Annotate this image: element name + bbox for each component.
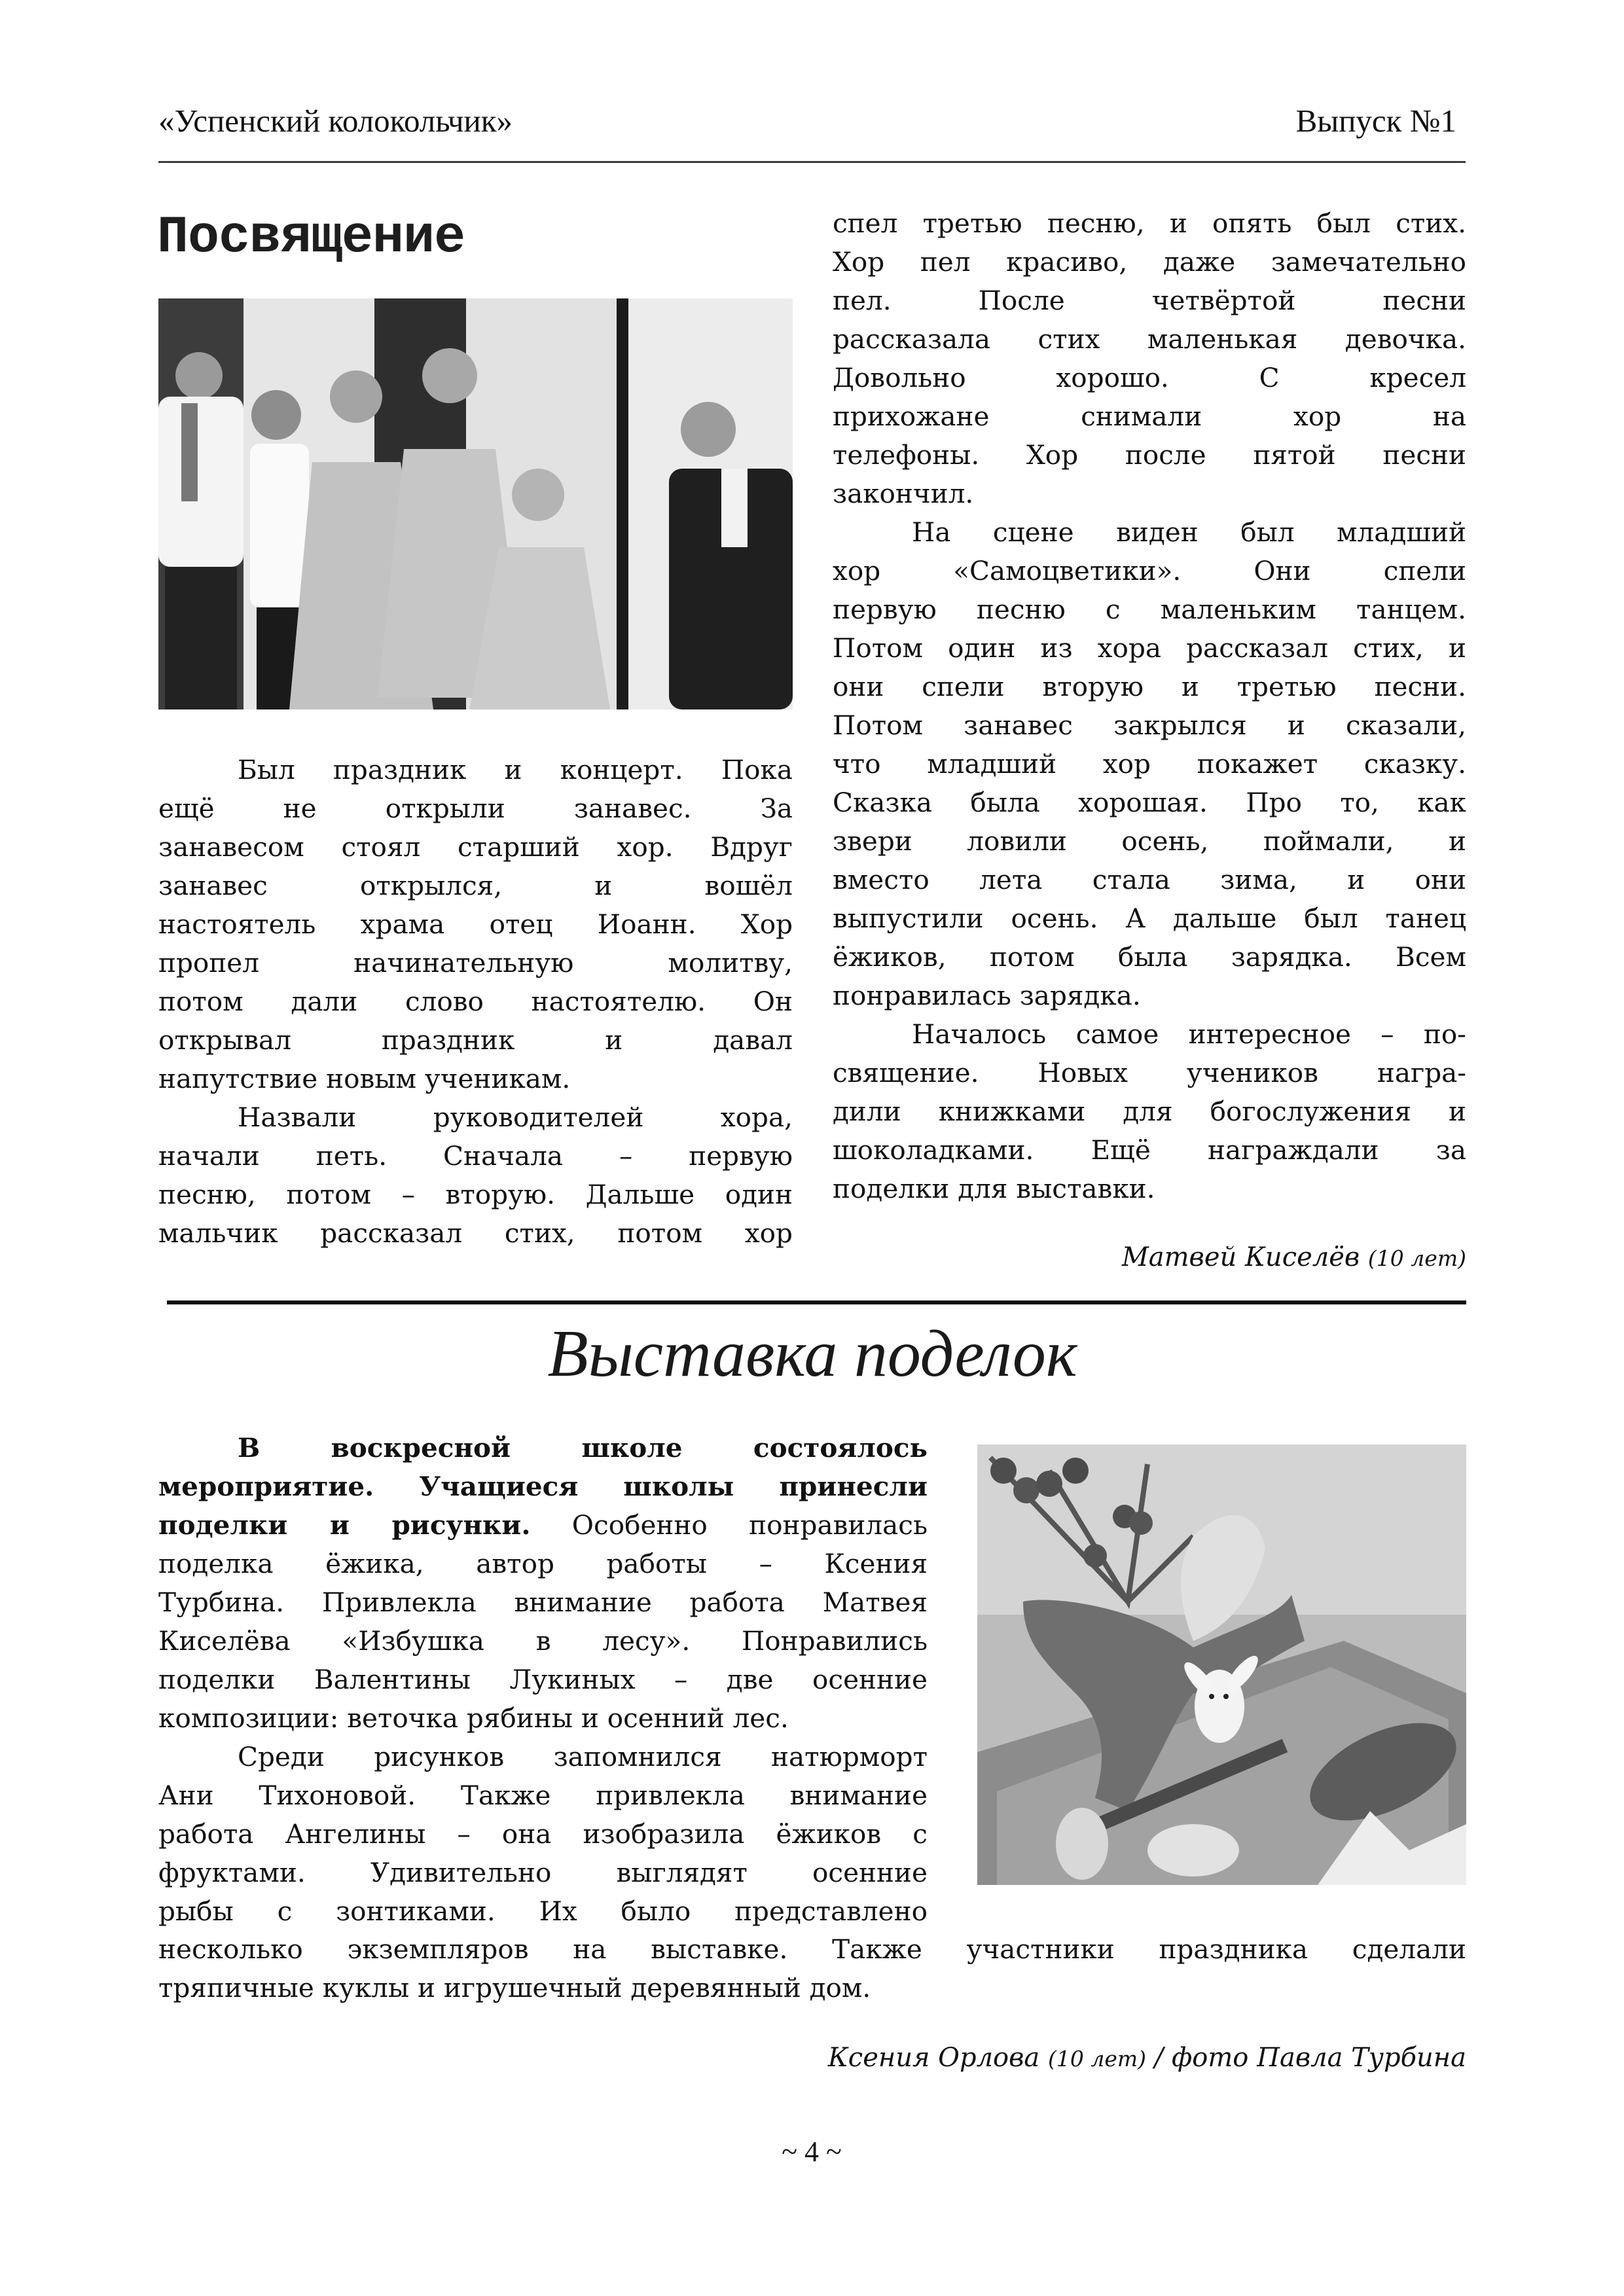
credit-separator: /: [1154, 2043, 1164, 2073]
paragraph-line: Был праздник и концерт. Пока: [238, 754, 793, 785]
article-title-posvyashchenie: Посвящение: [157, 208, 465, 268]
author-name: Матвей Киселёв: [1121, 1242, 1360, 1272]
paragraph-line: [158, 1506, 928, 1545]
paragraph-line: открывал праздник и давал: [158, 1024, 793, 1056]
paragraph-line: первую песню с маленьким танцем.: [833, 594, 1466, 625]
article2-full-width-lines: [158, 1930, 1466, 2009]
author-age: (10 лет): [1367, 1246, 1466, 1271]
paragraph-line: На сцене виден был младший: [912, 516, 1466, 548]
issue-number: Выпуск №1: [1295, 103, 1456, 139]
paragraph-line: понравилась зарядка.: [833, 980, 1141, 1011]
article1-signature: [1122, 1242, 1466, 1272]
paragraph-line: прихожане снимали хор на: [833, 401, 1466, 432]
paragraph-line: Довольно хорошо. С кресел: [833, 362, 1466, 393]
paragraph-line: хор «Самоцветики». Они спели: [833, 555, 1466, 586]
paragraph-line: композиции: веточка рябины и осенний лес.: [158, 1702, 789, 1734]
paragraph-line: Назвали руководителей хора,: [238, 1102, 793, 1133]
paragraph-line: рыбы с зонтиками. Их было представлено: [158, 1895, 928, 1927]
paragraph-line: Киселёва «Избушка в лесу». Понравились: [158, 1625, 928, 1657]
photo-credit: фото Павла Турбина: [1171, 2043, 1466, 2073]
paragraph-line: занавесом стоял старший хор. Вдруг: [158, 831, 793, 863]
paragraph-line: Хор пел красиво, даже замечательно: [833, 246, 1466, 278]
author-age: (10 лет): [1047, 2046, 1147, 2072]
paragraph-line: Среди рисунков запомнился натюрморт: [238, 1741, 928, 1772]
paragraph-line: занавес открылся, и вошёл: [158, 870, 793, 901]
paragraph-line: вместо лета стала зима, и они: [833, 864, 1466, 895]
lead-bold-fragment: поделки и рисунки.: [158, 1509, 531, 1541]
children-choir-photo: [158, 298, 793, 709]
paragraph-line: рассказала стих маленькая девочка.: [833, 323, 1466, 355]
paragraph-line: Сказка была хорошая. Про то, как: [833, 787, 1466, 818]
paragraph-line: ёжиков, потом была зарядка. Всем: [833, 941, 1466, 973]
paragraph-line: Потом один из хора рассказал стих, и: [833, 632, 1466, 664]
paragraph-fragment: Особенно понравилась: [530, 1509, 928, 1541]
lead-line: В воскресной школе состоялось: [238, 1432, 928, 1463]
paragraph-line: поделки для выставки.: [833, 1173, 1155, 1204]
paragraph-line: начали петь. Сначала – первую: [158, 1140, 793, 1172]
paragraph-line: пел. После четвёртой песни: [833, 285, 1466, 316]
lead-line: мероприятие. Учащиеся школы принесли: [158, 1471, 928, 1502]
autumn-crafts-photo: [977, 1444, 1466, 1885]
paragraph-line: шоколадками. Ещё награждали за: [833, 1134, 1466, 1166]
paragraph-line: выпустили осень. А дальше был танец: [833, 903, 1466, 934]
paragraph-line: потом дали слово настоятелю. Он: [158, 986, 793, 1017]
header-rule: [158, 161, 1466, 163]
paragraph-line: несколько экземпляров на выставке. Также участники праздника сделали: [158, 1933, 1466, 1965]
photo-icon: [977, 1444, 1466, 1885]
paragraph-line: тряпичные куклы и игрушечный деревянный дом.: [158, 1972, 871, 2003]
paragraph-line: настоятель храма отец Иоанн. Хор: [158, 908, 793, 940]
paragraph-line: напутствие новым ученикам.: [158, 1063, 571, 1094]
photo-icon: [158, 298, 793, 709]
paragraph-line: закончил.: [833, 478, 974, 509]
article1-left-column: [158, 751, 793, 1261]
paragraph-line: телефоны. Хор после пятой песни: [833, 439, 1466, 471]
paragraph-line: работа Ангелины – она изобразила ёжиков с: [158, 1818, 928, 1850]
author-name: Ксения Орлова: [827, 2043, 1040, 2073]
article2-signature: [828, 2043, 1466, 2073]
paragraph-line: пропел начинательную молитву,: [158, 947, 793, 978]
paragraph-line: фруктами. Удивительно выглядят осенние: [158, 1857, 928, 1888]
article-title-vystavka: Выставка поделок: [547, 1317, 1077, 1391]
paragraph-line: ещё не открыли занавес. За: [158, 793, 793, 824]
paragraph-line: священие. Новых учеников награ-: [833, 1057, 1466, 1088]
article1-right-column: [833, 204, 1466, 1225]
paragraph-line: Ани Тихоновой. Также привлекла внимание: [158, 1780, 928, 1811]
article2-text-wrap-column: [158, 1429, 928, 1927]
page-number: ~ 4 ~: [782, 2136, 842, 2168]
paragraph-line: поделки Валентины Лукиных – две осенние: [158, 1664, 928, 1695]
paragraph-line: что младший хор покажет сказку.: [833, 748, 1466, 780]
paragraph-line: звери ловили осень, поймали, и: [833, 825, 1466, 857]
paragraph-line: поделка ёжика, автор работы – Ксения: [158, 1548, 928, 1579]
publication-title: «Успенский колокольчик»: [158, 103, 513, 139]
paragraph-line: Потом занавес закрылся и сказали,: [833, 709, 1466, 741]
paragraph-line: они спели вторую и третью песни.: [833, 671, 1466, 702]
paragraph-line: Турбина. Привлекла внимание работа Матвея: [158, 1587, 928, 1618]
paragraph-line: спел третью песню, и опять был стих.: [833, 207, 1466, 239]
paragraph-line: Началось самое интересное – по-: [912, 1018, 1466, 1050]
paragraph-line: дили книжками для богослужения и: [833, 1096, 1466, 1127]
paragraph-line: мальчик рассказал стих, потом хор: [158, 1217, 793, 1249]
paragraph-line: песню, потом – вторую. Дальше один: [158, 1179, 793, 1210]
section-divider: [167, 1300, 1466, 1304]
